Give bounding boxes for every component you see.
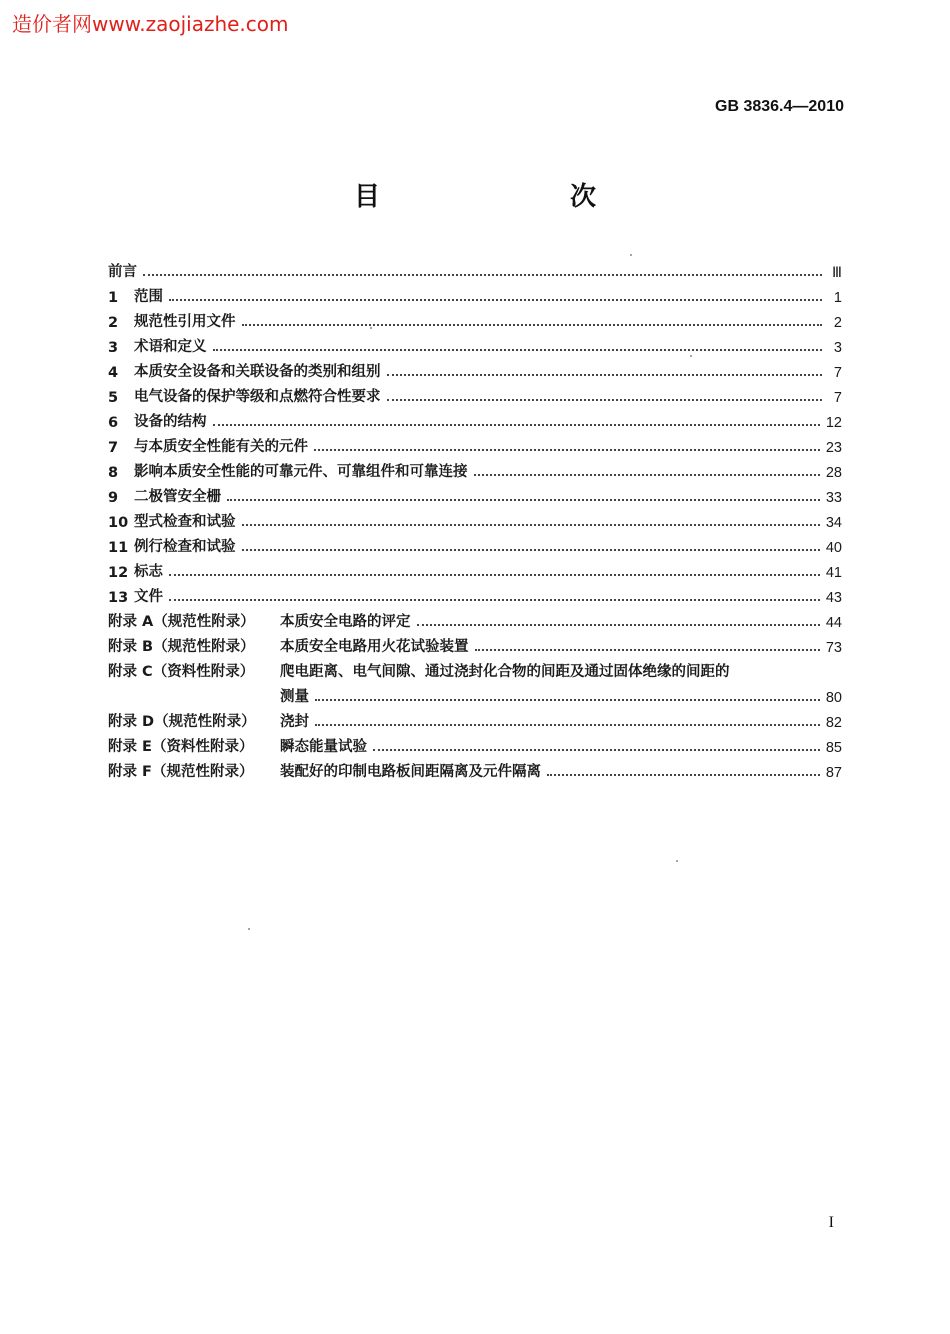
toc-entry-label: 爬电距离、电气间隙、通过浇封化合物的间距及通过固体绝缘的间距的 (280, 664, 730, 680)
dot-leader (315, 698, 820, 701)
toc-entry-number: 4 (108, 365, 119, 381)
toc-entry-page: 3 (833, 340, 842, 356)
toc-entry-label: 范围 (134, 289, 163, 305)
toc-entry-annex-prefix: 附录 E（资料性附录） (108, 739, 254, 755)
toc-entry-annex-f[interactable] (108, 756, 842, 781)
page-title: 目 次 (353, 182, 642, 212)
toc-entry-label: 浇封 (280, 714, 309, 730)
dot-leader (213, 423, 820, 426)
toc-entry-annex-d[interactable] (108, 706, 842, 731)
dot-leader (314, 448, 820, 451)
toc-entry-4[interactable] (108, 356, 842, 381)
toc-entry-annex-prefix: 附录 D（规范性附录） (108, 714, 256, 730)
dot-leader (242, 548, 820, 551)
toc-entry-label: 电气设备的保护等级和点燃符合性要求 (134, 389, 381, 405)
scan-speck (676, 860, 678, 862)
footer-page-number: I (828, 1214, 834, 1231)
toc-entry-number: 1 (108, 290, 119, 306)
toc-entry-page: 43 (825, 590, 842, 606)
toc-entry-9[interactable] (108, 481, 842, 506)
dot-leader (143, 273, 822, 276)
dot-leader (474, 473, 820, 476)
toc-entry-2[interactable] (108, 306, 842, 331)
toc-entry-page: 85 (825, 740, 842, 756)
toc-entry-annex-prefix: 附录 F（规范性附录） (108, 764, 254, 780)
toc-entry-number: 11 (108, 540, 129, 556)
toc-entry-number: 3 (108, 340, 119, 356)
toc-entry-3[interactable] (108, 331, 842, 356)
toc-entry-label: 瞬态能量试验 (280, 739, 367, 755)
dot-leader (387, 398, 823, 401)
toc-entry-label: 标志 (134, 564, 163, 580)
toc-entry-page: 33 (825, 490, 842, 506)
toc-entry-label: 本质安全电路用火花试验装置 (280, 639, 469, 655)
toc-entry-page: 12 (825, 415, 842, 431)
toc-entry-number: 6 (108, 415, 119, 431)
toc-entry-6[interactable] (108, 406, 842, 431)
dot-leader (242, 523, 820, 526)
toc-entry-label: 装配好的印制电路板间距隔离及元件隔离 (280, 764, 541, 780)
toc-entry-label: 二极管安全栅 (134, 489, 221, 505)
toc-entry-page: 41 (825, 565, 842, 581)
toc-entry-page: 87 (825, 765, 842, 781)
toc-entry-page: 23 (825, 440, 842, 456)
toc-entry-label: 影响本质安全性能的可靠元件、可靠组件和可靠连接 (134, 464, 468, 480)
toc-entry-page: 40 (825, 540, 842, 556)
dot-leader (373, 748, 820, 751)
toc-entry-annex-prefix: 附录 C（资料性附录） (108, 664, 255, 680)
toc-entry-annex-c-continuation[interactable] (108, 681, 842, 706)
toc-entry-1[interactable] (108, 281, 842, 306)
toc-entry-annex-e[interactable] (108, 731, 842, 756)
toc-entry-page: 2 (833, 315, 842, 331)
toc-entry-annex-prefix: 附录 B（规范性附录） (108, 639, 255, 655)
dot-leader (169, 298, 822, 301)
toc-entry-annex-b[interactable] (108, 631, 842, 656)
toc-entry-number: 13 (108, 590, 129, 606)
toc-entry-10[interactable] (108, 506, 842, 531)
table-of-contents (108, 256, 842, 781)
toc-entry-label: 术语和定义 (134, 339, 207, 355)
toc-entry-label: 与本质安全性能有关的元件 (134, 439, 308, 455)
toc-entry-number: 7 (108, 440, 119, 456)
dot-leader (417, 623, 820, 626)
dot-leader (547, 773, 820, 776)
toc-entry-label: 本质安全电路的评定 (280, 614, 411, 630)
toc-entry-number: 8 (108, 465, 119, 481)
toc-entry-page: 7 (833, 365, 842, 381)
toc-entry-12[interactable] (108, 556, 842, 581)
standard-code: GB 3836.4—2010 (715, 98, 844, 115)
toc-entry-preface[interactable] (108, 256, 842, 281)
dot-leader (242, 323, 823, 326)
toc-entry-page: 28 (825, 465, 842, 481)
dot-leader (315, 723, 820, 726)
toc-entry-number: 2 (108, 315, 119, 331)
toc-entry-number: 9 (108, 490, 119, 506)
toc-entry-5[interactable] (108, 381, 842, 406)
scan-speck (248, 928, 250, 930)
toc-entry-annex-a[interactable] (108, 606, 842, 631)
toc-entry-page: 1 (833, 290, 842, 306)
toc-entry-label: 型式检查和试验 (134, 514, 236, 530)
toc-entry-11[interactable] (108, 531, 842, 556)
toc-entry-number: 12 (108, 565, 129, 581)
toc-entry-label: 前言 (108, 264, 137, 280)
scan-speck (370, 327, 372, 329)
toc-entry-page: 34 (825, 515, 842, 531)
toc-entry-number: 5 (108, 390, 119, 406)
toc-entry-label: 规范性引用文件 (134, 314, 236, 330)
toc-entry-page: 44 (825, 615, 842, 631)
toc-entry-page: Ⅲ (832, 265, 842, 281)
toc-entry-annex-c[interactable] (108, 656, 842, 681)
watermark-text: 造价者网www.zaojiazhe.com (12, 12, 289, 36)
toc-entry-label: 设备的结构 (134, 414, 207, 430)
toc-entry-label: 文件 (134, 589, 163, 605)
toc-entry-7[interactable] (108, 431, 842, 456)
dot-leader (169, 573, 820, 576)
dot-leader (169, 598, 820, 601)
toc-entry-8[interactable] (108, 456, 842, 481)
toc-entry-page: 73 (825, 640, 842, 656)
toc-entry-label: 例行检查和试验 (134, 539, 236, 555)
toc-entry-page: 82 (825, 715, 842, 731)
scan-speck (630, 254, 632, 256)
dot-leader (387, 373, 823, 376)
toc-entry-page: 7 (833, 390, 842, 406)
dot-leader (475, 648, 820, 651)
toc-entry-annex-prefix: 附录 A（规范性附录） (108, 614, 255, 630)
scan-speck (690, 355, 692, 357)
toc-entry-page: 80 (825, 690, 842, 706)
dot-leader (227, 498, 820, 501)
toc-entry-label-continuation: 测量 (280, 689, 309, 705)
dot-leader (213, 348, 823, 351)
toc-entry-label: 本质安全设备和关联设备的类别和组别 (134, 364, 381, 380)
toc-entry-number: 10 (108, 515, 129, 531)
toc-entry-13[interactable] (108, 581, 842, 606)
